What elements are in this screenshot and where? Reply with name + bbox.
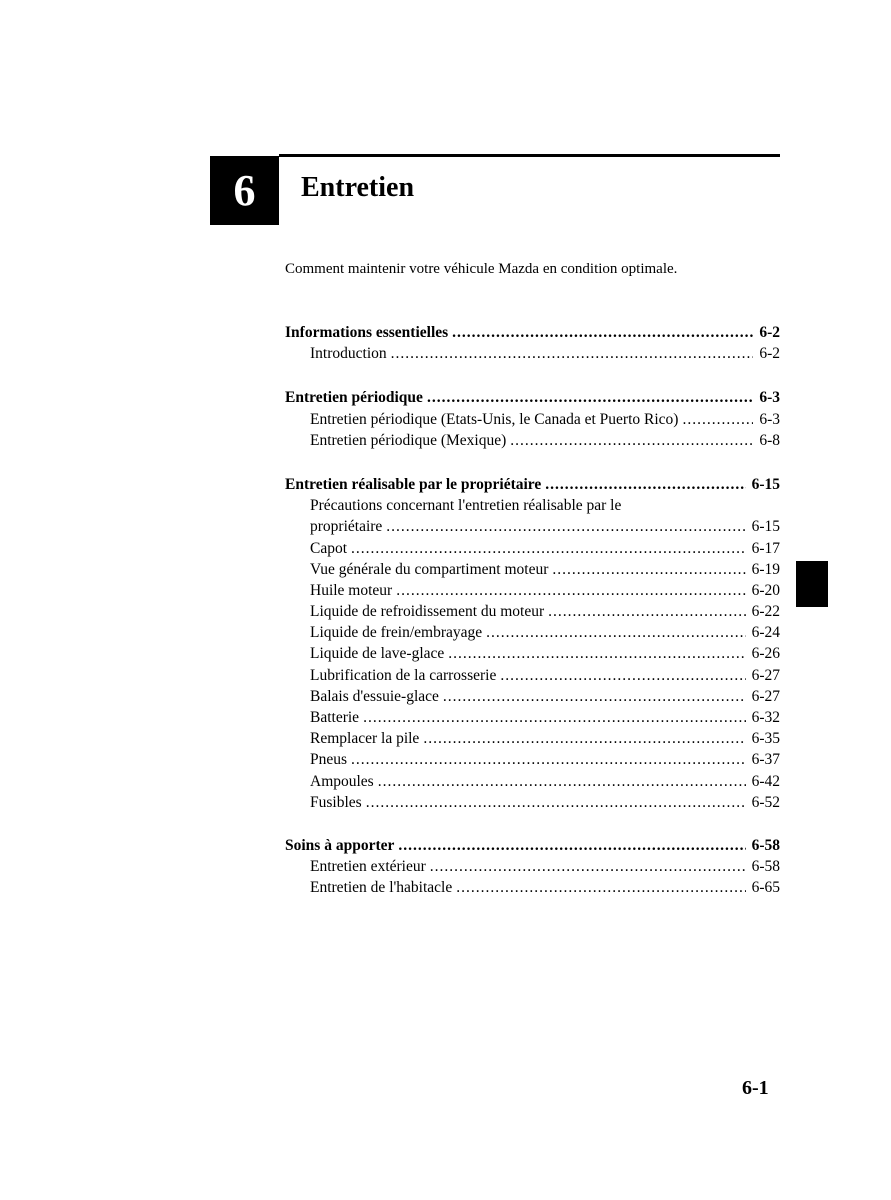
toc-section-entretien-periodique — [285, 387, 780, 451]
toc-entry[interactable] — [285, 749, 780, 770]
dot-leader — [500, 665, 745, 686]
dot-leader — [448, 643, 745, 664]
toc-entry[interactable] — [285, 792, 780, 813]
dot-leader — [510, 430, 753, 451]
toc-entry-label: Entretien extérieur — [310, 858, 426, 876]
toc-entry[interactable] — [285, 643, 780, 664]
toc-entry-label: Entretien de l'habitacle — [310, 879, 453, 897]
toc-page-ref: 6-19 — [751, 560, 780, 578]
dot-leader — [398, 835, 745, 856]
dot-leader — [548, 601, 745, 622]
toc-page-ref: 6-8 — [759, 431, 780, 449]
toc-page-ref: 6-35 — [751, 730, 780, 748]
toc-page-ref: 6-42 — [751, 772, 780, 790]
dot-leader — [351, 749, 746, 770]
chapter-title: Entretien — [301, 172, 415, 203]
toc-entry-label: Vue générale du compartiment moteur — [310, 560, 549, 578]
toc-entry-label: Lubrification de la carrosserie — [310, 666, 497, 684]
toc-entry-label-continuation: propriétaire — [310, 518, 383, 536]
toc-entry-label: Entretien périodique (Etats-Unis, le Canada et Puerto Rico) — [310, 410, 679, 428]
toc-section-soins — [285, 835, 780, 899]
toc-entry-label: Précautions concernant l'entretien réalisable par le — [310, 497, 622, 515]
dot-leader — [366, 792, 746, 813]
toc-section-informations — [285, 322, 780, 364]
toc-page-ref: 6-32 — [751, 709, 780, 726]
toc-entry[interactable] — [285, 343, 780, 364]
toc-entry[interactable] — [285, 559, 780, 580]
toc-page-ref: 6-27 — [751, 666, 780, 684]
dot-leader — [391, 343, 754, 364]
toc-entry[interactable] — [285, 728, 780, 749]
toc-page-ref: 6-65 — [751, 879, 780, 897]
toc-page-ref: 6-17 — [751, 539, 780, 557]
toc-page-ref: 6-20 — [751, 581, 780, 599]
toc-page-ref: 6-58 — [751, 858, 780, 876]
toc-entry[interactable] — [285, 601, 780, 622]
dot-leader — [396, 580, 745, 601]
toc-entry-label: Capot — [310, 539, 348, 557]
toc-entry-label: Pneus — [310, 751, 348, 769]
toc-entry-label: Introduction — [310, 345, 387, 363]
toc-page-ref: 6-22 — [751, 603, 780, 621]
toc-entry-label: Liquide de lave-glace — [310, 645, 445, 663]
chapter-thumb-tab — [796, 561, 828, 607]
toc-page-ref: 6-2 — [759, 324, 780, 341]
toc-entry-label: Ampoules — [310, 772, 374, 790]
toc-heading[interactable] — [285, 387, 780, 408]
toc-entry[interactable] — [285, 665, 780, 686]
dot-leader — [486, 622, 745, 643]
toc-entry[interactable] — [285, 409, 780, 430]
toc-entry[interactable] — [285, 516, 780, 537]
toc-entry-label: Liquide de frein/embrayage — [310, 624, 483, 642]
toc-heading-label: Entretien réalisable par le propriétaire — [285, 475, 542, 493]
dot-leader — [456, 877, 745, 898]
toc-entry-label: Batterie — [310, 709, 360, 726]
dot-leader — [452, 322, 753, 343]
toc-page-ref: 6-15 — [751, 518, 780, 536]
toc-entry[interactable] — [285, 771, 780, 792]
toc-page-ref: 6-15 — [751, 475, 780, 493]
toc-entry-label: Entretien périodique (Mexique) — [310, 431, 507, 449]
chapter-number-box — [210, 156, 279, 225]
toc-section-entretien-proprietaire — [285, 474, 780, 813]
toc-page-ref: 6-27 — [751, 687, 780, 705]
toc-heading[interactable] — [285, 474, 780, 495]
dot-leader — [443, 686, 746, 707]
toc-page-ref: 6-58 — [751, 836, 780, 854]
dot-leader — [552, 559, 745, 580]
toc-heading[interactable] — [285, 835, 780, 856]
toc-entry[interactable] — [285, 707, 780, 728]
toc-page-ref: 6-3 — [759, 389, 780, 407]
toc-entry-label: Fusibles — [310, 793, 362, 811]
dot-leader — [423, 728, 745, 749]
dot-leader — [386, 516, 745, 537]
toc-heading-label: Soins à apporter — [285, 836, 395, 854]
toc-page-ref: 6-26 — [751, 645, 780, 663]
toc-entry-label: Balais d'essuie-glace — [310, 687, 439, 705]
toc-entry[interactable] — [285, 430, 780, 451]
dot-leader — [682, 409, 753, 430]
table-of-contents — [285, 322, 780, 919]
toc-entry-label: Remplacer la pile — [310, 730, 420, 748]
dot-leader — [545, 474, 745, 495]
page-number: 6-1 — [742, 1077, 769, 1099]
chapter-number: 6 — [233, 166, 256, 215]
toc-heading-label: Informations essentielles — [285, 324, 449, 341]
dot-leader — [378, 771, 746, 792]
dot-leader — [427, 387, 753, 408]
toc-entry[interactable] — [285, 686, 780, 707]
toc-entry[interactable] — [285, 538, 780, 559]
toc-entry-label: Liquide de refroidissement du moteur — [310, 603, 545, 621]
dot-leader — [363, 707, 746, 728]
toc-entry-first-line[interactable] — [285, 495, 780, 516]
chapter-header-rule — [279, 154, 780, 157]
toc-page-ref: 6-2 — [759, 345, 780, 363]
toc-page-ref: 6-37 — [751, 751, 780, 769]
chapter-intro: Comment maintenir votre véhicule Mazda en condition optimale. — [285, 261, 678, 277]
toc-entry[interactable] — [285, 580, 780, 601]
toc-page-ref: 6-24 — [751, 624, 780, 642]
toc-heading-label: Entretien périodique — [285, 389, 423, 407]
dot-leader — [351, 538, 746, 559]
toc-entry[interactable] — [285, 856, 780, 877]
toc-heading[interactable] — [285, 322, 780, 343]
toc-entry[interactable] — [285, 622, 780, 643]
toc-page-ref: 6-52 — [751, 793, 780, 811]
dot-leader — [430, 856, 746, 877]
toc-entry-label: Huile moteur — [310, 581, 393, 599]
toc-entry[interactable] — [285, 877, 780, 898]
toc-page-ref: 6-3 — [759, 410, 780, 428]
